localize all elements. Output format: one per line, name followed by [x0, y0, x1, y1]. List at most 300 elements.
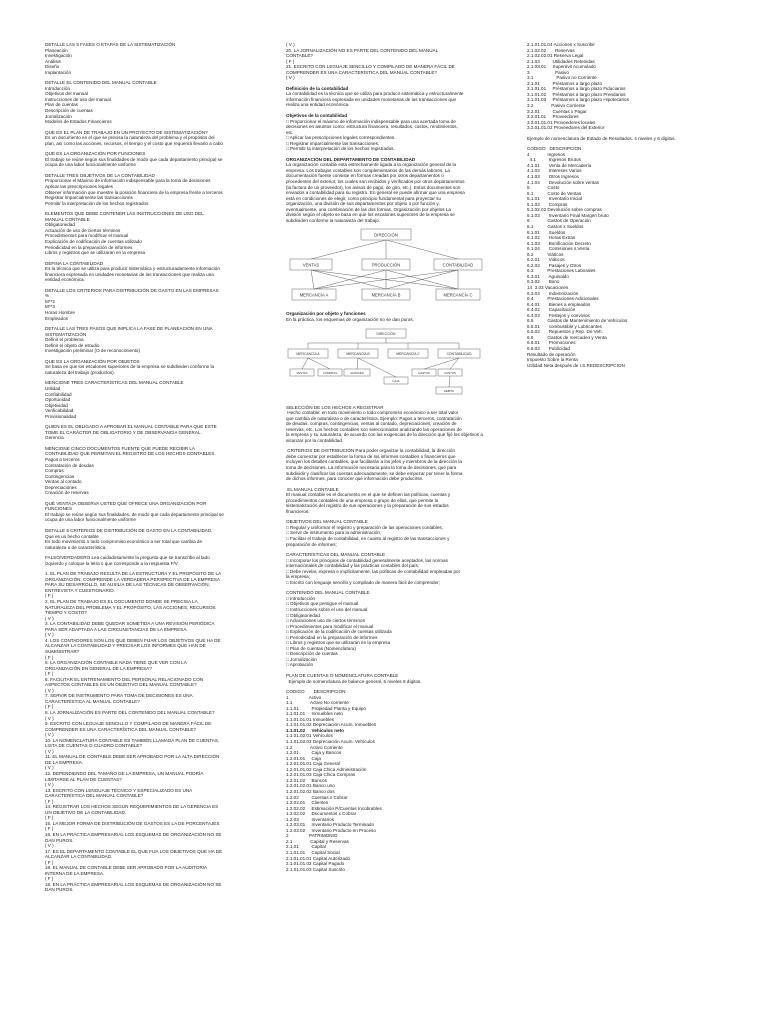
text-line: 3.1.01.01 Préstamos a largo plazo Fiduciarios	[527, 86, 626, 92]
org-chart-functions	[286, 227, 508, 305]
text-line: ( V )	[45, 765, 54, 771]
text-line: ( V )	[45, 732, 54, 738]
text-line: DEFINA LA CONTABILIDAD	[45, 260, 104, 266]
text-line: PLAN DE CUENTAS O NOMENCLATURA CONTABLE	[286, 673, 399, 679]
text-line: 1.1.01.01.01 Inmuebles	[286, 716, 335, 722]
text-line: El trabajo se reúne según sus finalidades de modo que cada departamento principal se	[45, 156, 223, 162]
chart2-small-label: ALMACÉN	[350, 370, 364, 375]
text-line: 1.2 Activo Corriente	[286, 744, 343, 750]
text-line: CONTABLE?	[286, 53, 313, 59]
chart1-mid-label: CONTABILIDAD	[442, 262, 474, 268]
text-line: Oportunidad	[45, 397, 71, 403]
text-line: 6. FACILITAR EL ENTRENAMIENTO DEL PERSONAL RELACIONADO CON	[45, 676, 204, 682]
text-line: QUE ES LA ORGANIZACIÓN POR FUNCIONES	[45, 151, 146, 157]
text-line: DETALLE LAS TRES PASOS QUE IMPLICA LA FASE DE PLANEACIÓN EN UNA	[45, 326, 213, 332]
text-line: Proporcionar el Máximo de información indispensable para la toma de decisiones	[45, 178, 211, 184]
text-line: □ Aplicar las prescripciones legales correspondientes.	[286, 135, 396, 141]
text-line: 4.1.02 Intereses Varios	[527, 168, 582, 174]
text-line: Verificabilidad	[45, 408, 74, 414]
org-chart-functions-svg	[286, 227, 486, 305]
text-line: Ejemplo de nomenclatura de Estado de Resultados. 4 niveles y 6 dígitos.	[527, 135, 676, 141]
column-right	[527, 42, 727, 368]
text-line: 1.2.01.02 Bancos	[286, 777, 327, 783]
text-line: 1.1 Activo No corriente	[286, 700, 349, 706]
text-line: DETALLE 5 CRITERIOS DE DISTRIBUCIÓN DE GASTO EN LA CONTABILIDAD.	[45, 528, 213, 534]
text-line: Es todo movimiento o todo compromiso económico a ser total que cambia de	[45, 539, 203, 545]
text-line: 6.2 Viáticos	[527, 251, 564, 257]
text-line: 2.1.01.01 Capital Social	[286, 849, 340, 855]
text-line: alcanzar por la contabilidad.	[286, 437, 344, 443]
text-line: □ Facilitar el trabajo de contabilidad, en cuanto al registro de las transacciones y	[286, 535, 450, 541]
text-line: 2.1.01.01.04 Acciones x Suscribir	[527, 42, 595, 47]
text-line: Ventas al contado	[45, 479, 82, 485]
text-line: 6.3 Prestaciones Laborales	[527, 268, 596, 274]
text-line: 15. LA MEJOR FORMA DE DISTRIBUCIÓN DE GASTOS ES LA DE PORCENTAJES	[45, 820, 220, 826]
text-line: 5.1.03 Inventario Final Margen bruto	[527, 212, 609, 218]
text-line: ( V )	[286, 42, 295, 47]
text-line: ( V )	[45, 843, 54, 849]
text-line: 6.6.01 Promociones	[527, 340, 576, 346]
text-line: SELECCIÓN DE LOS HECHOS A REGISTRAR	[286, 404, 384, 410]
text-line: □ Regular y uniformar el registro y preparación de las operaciones contables;	[286, 524, 444, 530]
text-line: DAN PUROS.	[45, 837, 74, 843]
text-line: Instrucciones de uso del manual	[45, 96, 111, 102]
text-line: 6.4.01 Bienes a empleados	[527, 301, 591, 307]
text-line: 2.1.01.01.01 Capital Autorizado	[286, 855, 351, 861]
text-line: 6.4.03 Festejos y convivios	[527, 312, 590, 318]
text-line: Planeación	[45, 47, 68, 53]
text-line: NATURALEZA DEL PROBLEMA Y EL PROPÓSITO, LAS ACCIONES, RECURSOS	[45, 604, 216, 610]
text-line: ocupa de una labor funcionalmente uniforme	[45, 517, 136, 523]
text-line: ( F )	[45, 704, 54, 710]
text-line: Procedimientos para modificar el manual	[45, 233, 129, 239]
text-line: ocupa de una labor funcionalmente uniforme	[45, 162, 136, 168]
text-line: 4.1.04 Devolución sobre ventas	[527, 179, 600, 185]
text-line: división según el objeto se basa en que los escalones superiores de la empresa se	[286, 212, 455, 218]
text-line: TOME EL CARÁCTER DE OBLIGATORIO Y DE OBSERVANCIA GENERAL.	[45, 429, 202, 435]
text-line: 5. LA ORGANIZACIÓN CONTABLE NADA TIENE QUE VER CON LA	[45, 660, 187, 666]
text-line: ASPECTOS CONTABLES ES UN OBJETIVO DEL MANUAL CONTABLE?	[45, 682, 197, 688]
text-line: UN OBJETIVO DE LA CONTABILIDAD.	[45, 809, 127, 815]
text-line: DE LA EMPRESA.	[45, 759, 84, 765]
text-line: subdividir y clasificar las cuentas adecuadamente, se debe empezar por tener la forma	[286, 470, 463, 476]
text-line: izquierdo y coloque la letra o que corresponde a la respuesta F/V	[45, 560, 178, 566]
text-line: 6.1.03 Bonificación Decreto	[527, 240, 591, 246]
text-line: financiera expresada en unidades monetarias de las transacciones que realiza una	[45, 271, 214, 277]
text-line: PARA SER ADAPTADA A LAS CIRCUNSTANCIAS DE LA EMPRESA.	[45, 626, 188, 632]
chart2-small-label: DEBITO	[443, 388, 455, 393]
text-line: 5 Costo	[527, 185, 560, 191]
text-line: LISTA DE CUENTAS O CUADRO CONTABLE?	[45, 743, 142, 749]
text-line: CRITERIOS DE DISTRIBUCIÓN Para poder organizar la contabilidad, la dirección	[286, 448, 456, 454]
text-line: □ Libros y registros que se utilizarán en la empresa	[286, 640, 391, 646]
text-line: CARACTERÍSTICA DEL MANUAL CONTABLE?	[45, 793, 144, 799]
text-line: DETALLE EL CONTENIDO DEL MANUAL CONTABLE	[45, 80, 157, 86]
text-line: 6.4.02 Capacitación	[527, 307, 576, 313]
text-line: 3.2.01 Cuentas x Pagar	[527, 108, 587, 114]
text-line: 2. EL PLAN DE TRABAJO ES EL DOCUMENTO DONDE SE PRECISA LA	[45, 599, 198, 605]
text-line: □ Instrucciones sobre el uso del manual	[286, 607, 368, 612]
text-line: ALCANZAR LA CONTABILIDAD.	[45, 854, 113, 860]
text-line: EL MANUAL CONTABLE	[286, 486, 339, 492]
text-line: □ Aclaraciones uso de ciertos términos	[286, 618, 365, 624]
text-line: 2.1 Capital y Reservas	[286, 838, 349, 844]
text-line: subdividen conforme la naturaleza del trabajo.	[286, 217, 380, 223]
text-line: 2.1.02.02 Reservas	[527, 47, 575, 53]
text-line: □ Explicación de la codificación de cuentas utilizada	[286, 629, 392, 635]
text-line: 1.2.01.02.02 Banco dos	[286, 788, 335, 794]
chart1-mid-label: VENTAS	[302, 262, 320, 268]
text-line: 6.5 Gastos de Mantenimiento de Vehículos	[527, 318, 628, 324]
text-line: Objetivos del manual	[45, 91, 88, 97]
text-line: 6.1.02 Horas Extras	[527, 235, 576, 241]
text-line: 1.1.01.01.02 Depreciación Acum. Inmuebles	[286, 722, 377, 728]
text-line: realiza una entidad económica.	[286, 102, 350, 108]
text-line: Resultado de operación	[527, 351, 576, 357]
text-line: MENCIONE CINCO DOCUMENTOS FUENTE QUE PUEDE RECIBIR LA	[45, 445, 195, 451]
text-line: Permitir la interpretación de los hechos registrados	[45, 200, 149, 206]
text-line: La organización contable está estrechamente ligada a la organización general de la	[286, 162, 457, 168]
text-line: 6.3.04 Indemnización	[527, 290, 579, 296]
text-line: preparación de informes;	[286, 541, 337, 547]
text-line: ( F )	[45, 876, 54, 882]
text-line: 14 3.03 Vacaciones	[527, 284, 569, 290]
text-line: CARACTERÍSTICA AL MANUAL CONTABLE?	[45, 698, 140, 704]
text-line: procedimientos contables de una empresa o grupo de ellas, que permite la	[286, 497, 439, 503]
text-line: decisiones en asuntos como: estructura financiera, resultados, costos, rendimientos,	[286, 124, 458, 130]
text-line: ( V )	[45, 748, 54, 754]
text-line: 4.1.01 Venta de Mercadería	[527, 162, 592, 168]
text-line: 18. EL MANUAL DE CONTABLE DEBE SER APROBADO POR LA AUDITORIA	[45, 865, 208, 871]
text-line: DAN PUROS.	[45, 887, 74, 893]
text-line: naturaleza o de característica.	[45, 544, 107, 550]
text-line: 3.1.01 Préstamos a largo plazo	[527, 80, 603, 86]
text-line: Periodicidad en la preparación de informes	[45, 244, 133, 250]
text-line: QUIEN ES EL OBLIGADO A APROBAR EL MANUAL CONTABLE PARA QUE ESTE	[45, 424, 217, 430]
text-line: ( V )	[45, 687, 54, 693]
text-line: CODIGO DESCRIPCION	[286, 689, 346, 695]
text-line: 12. DEPENDIENDO DEL TAMAÑO DE LA EMPRESA, UN MANUAL PODRÍA	[45, 770, 204, 776]
text-line: 3.1.01.03 Préstamos a largo plazo Hipotecarios	[527, 97, 629, 103]
text-line: COMPRENDER ES UNA CARACTERÍSTICA DEL MANUAL CONTABLE?	[286, 69, 437, 75]
text-line: 11. EL MANUAL DE CONTABLE DEBE SER APROBADO POR LA ALTA DIRECCIÓN	[45, 754, 220, 760]
text-line: Provisionalidad	[45, 413, 77, 419]
text-line: que cambia de naturaleza o de característica. Ejemplo: Pagos a terceros, contratación	[286, 415, 462, 421]
text-line: 1.1.01.02.01 Vehículos	[286, 733, 333, 739]
chart2-small-label: GASTOS	[418, 370, 430, 375]
text-line: Aplicar las prescripciones legales	[45, 184, 113, 190]
text-line: 3.2 Pasivo Corriente	[527, 103, 586, 109]
text-line: ( F )	[45, 593, 54, 599]
text-line: ORGANIZACIÓN, COMPRENDE LA VERDADERA PERSPECTIVA DE LA EMPRESA	[45, 576, 221, 582]
text-line: de dichos informes, para conocer qué información debe producirse.	[286, 476, 424, 482]
column-left	[45, 42, 267, 893]
text-line: Obligatoriedad	[45, 222, 75, 228]
text-line: está en condiciones de elegir, como principio fundamental para proyectar su	[286, 195, 442, 201]
text-line: ( V )	[45, 782, 54, 788]
text-line: □ Procedimientos para modificar el manual	[286, 623, 374, 629]
text-line: □ Introducción	[286, 595, 316, 601]
text-line: 2.1.02.02.01 Reserva Legal	[527, 53, 584, 59]
text-line: □ Periodicidad en la preparación de informes	[286, 634, 378, 640]
text-line: 2 PATRIMONIO	[286, 833, 338, 839]
text-line: ELEMENTOS QUE DEBE CONTENER LAS INSTRUCCIONES DE USO DEL	[45, 211, 204, 217]
text-line: En la práctica, los esquemas de organización no se dan puros.	[286, 316, 414, 322]
text-line: Implantación	[45, 69, 72, 75]
text-line: 6.4 Prestaciones Adicionales	[527, 296, 599, 302]
text-line: QUE ES EL PLAN DE TRABAJO EN UN PROYECTO DE SISTEMATIZACIÓN?	[45, 129, 208, 135]
text-line: Descripción de cuentas	[45, 108, 93, 114]
text-line: Ejemplo de nomenclatura de balance general, 5 niveles 8 dígitos.	[286, 678, 422, 684]
text-line: ( F )	[286, 58, 295, 64]
text-line: procedentes del exterior, los cuales son recibidos y verificados por otros departamentos	[286, 179, 465, 185]
text-line: Es un documento en el que se precisa la naturaleza del problema y el propósito del	[45, 135, 215, 141]
text-line: 1.2.01.02.01 Banco uno	[286, 783, 335, 789]
text-line: 8. LA JORNALIZACIÓN ES PARTE DEL CONTENIDO DEL MANUAL CONTABLE?	[45, 709, 215, 715]
text-line: MENCIONE TRES CARACTERÍSTICAS DEL MANUAL CONTABLE	[45, 380, 184, 386]
text-line: 5.1 Costo de Ventas	[527, 190, 582, 196]
text-line: El manual contable es el documento en el que se definen las políticas, cuentas y	[286, 492, 451, 498]
text-line: organización, una división de sus departamentos por objeto o por función y,	[286, 201, 440, 207]
text-line: Confiabilidad	[45, 391, 72, 397]
text-line: CODIGO DESCRIPCION	[527, 146, 582, 152]
text-line: 10. LA NOMENCLATURA CONTABLE ES TAMBIÉN LLAMADA PLAN DE CUENTAS,	[45, 737, 220, 743]
text-line: Gerencia	[45, 435, 64, 441]
text-line: QUÉ VENTAJA OBSERVA USTED QUE OFRECE UNA ORGANIZACIÓN POR	[45, 500, 207, 506]
text-line: 1.1.01.01 Inmuebles neto	[286, 711, 343, 717]
chart2-top-label: DIRECCIÓN	[376, 331, 396, 336]
text-line: 6.2.01 Viáticos	[527, 257, 565, 263]
chart2-mid-label: MERCANCÍA A	[296, 351, 320, 356]
text-line: 4.1.03 Otros Ingresos	[527, 174, 579, 180]
text-line: 21. ESCRITO CON LEGUAJE SENCILLO Y COMPILADO DE MANERA FÁCIL DE	[286, 64, 455, 70]
text-line: plan, así como las acciones, recursos, el tiempo y el costo que requerirá llevarlo a cabo	[45, 140, 223, 146]
chart1-bottom-label: MERCANCÍA C	[443, 292, 473, 298]
text-line: CARACTERÍSTICAS DEL MANUAL CONTABLE	[286, 552, 386, 558]
text-line: □ Permitir la interpretación de los hechos registrados.	[286, 146, 395, 152]
text-line: □ Plan de cuentas (Nomenclatura)	[286, 645, 356, 651]
text-line: 16. EN LA PRÁCTICA EMPRESARIAL LOS ESQUEMAS DE ORGANIZACIÓN NO SE	[45, 832, 222, 837]
text-line: ENTREVISTA Y CUESTIONARIO.	[45, 587, 115, 593]
column-middle-top-text	[286, 42, 508, 223]
text-line: 2.1.01.01.02 Capital Pagado	[286, 861, 345, 867]
text-line: CONTABILIDAD QUE PERMITAN EL REGISTRO DE LOS HECHOS CONTABLES.	[45, 451, 216, 457]
text-line: MANUAL CONTABLE	[45, 216, 90, 222]
text-line: Que es un hecho contable	[45, 533, 99, 539]
text-line: 1. EL PLAN DE TRABAJO RESULTA DE LA ESTRUCTURA Y EL PROPÓSITO DE LA	[45, 571, 222, 577]
text-line: 1.2.02.02 Documentos x Cobrar	[286, 811, 357, 817]
text-line: 6.1 Gastos x Sueldos	[527, 223, 584, 229]
text-line: M**3	[45, 304, 55, 310]
text-line: 1.2.01 Caja y Bancos	[286, 750, 342, 756]
text-line: Utilidad	[45, 385, 61, 391]
text-line: 2.1.01 Capital	[286, 844, 326, 850]
column-middle-caption	[286, 311, 508, 322]
text-line: OBJETIVOS DEL MANUAL CONTABLE	[286, 519, 368, 525]
text-line: información financiera expresada en unidades monetarias de las transacciones que	[286, 96, 457, 102]
text-line: ALCANZAR LA CONTABILIDAD Y PRECISAR LOS INFORMES QUE HAN DE	[45, 643, 206, 649]
text-line: PARA SU DESARROLLO, SE AUXILIA DE LAS TÉCNICAS DE OBSERVACIÓN,	[45, 582, 210, 588]
text-line: 3.2.01.01.01 Proveedores locales	[527, 119, 596, 125]
text-line: Empleados	[45, 315, 68, 321]
text-line: TIEMPO Y COSTO?	[45, 610, 87, 616]
text-line: debe comenzar por establecer la forma de los informes contables o financieros que	[286, 453, 456, 459]
text-line: ( F )	[45, 859, 54, 865]
text-line: □ Incorporar los principios de contabilidad generalmente aceptados, las normas	[286, 557, 448, 563]
text-line: COMPRENDER ES UNA CARACTERÍSTICA DEL MANUAL CONTABLE?	[45, 726, 196, 732]
text-line: □ Registrar imparcialmente las transacciones.	[286, 140, 380, 146]
text-line: 1.2.01.01.01 Caja General	[286, 761, 340, 767]
text-line: 6.3.01 Aguinaldo	[527, 273, 569, 279]
text-line: documentación fuente consiste en formas creadas por otros departamentos o	[286, 173, 444, 179]
text-line: eventualmente, una combinación de las dos formas. Organización por objetos La	[286, 206, 451, 212]
text-line: 1.2.01.01 Caja	[286, 755, 321, 761]
text-line: Creación de reservas	[45, 490, 89, 496]
text-line: 1.1.01.02 Vehículos neto	[286, 727, 344, 733]
org-chart-mixed	[286, 327, 508, 399]
text-line: Investigación	[45, 53, 72, 59]
text-line: □ Objetivos que persigue el manual	[286, 601, 359, 607]
text-line: 4. LOS CONTADORES SON LOS QUE DEBEN FIJAR LOS OBJETIVOS QUE HA DE	[45, 637, 221, 643]
text-line: 4.1 Ingresos Brutos	[527, 157, 581, 163]
text-line: 1.2.02.01 Clientes	[286, 800, 329, 806]
text-line: ( F )	[45, 654, 54, 660]
text-line: Pagos a terceros	[45, 457, 80, 462]
text-line: 1.2.03.02 Inventario Producto en Proceso	[286, 827, 376, 833]
text-line: toma de decisiones. La información necesaria para la toma de decisiones, que para	[286, 464, 457, 470]
column-middle-bottom-text	[286, 405, 508, 873]
text-line: Contratación de deudas	[45, 462, 94, 468]
text-line: Plan de cuentas	[45, 102, 78, 108]
text-line: 5.1.02 Compras	[527, 201, 568, 207]
text-line: naturaleza del trabajo (productos).	[45, 369, 115, 375]
text-line: 17. ES EL DEPARTAMENTO CONTABLE EL QUE FIJA LOS OBJETIVOS QUE HA DE	[45, 848, 223, 854]
text-line: Libros y registros que se utilizaran en la empresa	[45, 250, 146, 256]
text-line: 20. LA JORNALIZACIÓN NO ES PARTE DEL CONTENIDO DEL MANUAL	[286, 47, 439, 53]
text-line: 3. LA CONTABILIDAD DEBE QUEDAR SOMETIDA A UNA REVISIÓN PERIÓDICA	[45, 621, 215, 627]
text-line: ( F )	[45, 826, 54, 832]
chart1-bottom-label: MERCANCÍA A	[299, 292, 329, 298]
chart2-small-label: COSTOS	[444, 370, 456, 375]
text-line: SUMINISTRAR?	[45, 648, 80, 654]
text-line: 19. EN LA PRÁCTICA EMPRESARIAL LOS ESQUEMAS DE ORGANIZACIÓN NO SE	[45, 881, 222, 887]
text-line: 1.2.03 Inventarios	[286, 816, 335, 822]
text-line: 5.1.02.02 Devolución sobre compras	[527, 207, 602, 213]
text-line: QUE ES LA ORGANIZACIÓN POR OBJETOS	[45, 358, 140, 364]
chart1-top-label: DIRECCIÓN	[374, 232, 398, 238]
text-line: reservas, etc. Los hechos contables son seleccionados analizando las operaciones de	[286, 426, 462, 432]
text-line: financieros.	[286, 508, 310, 514]
text-line: ORGANIZACIÓN DEL DEPARTAMENTO DE CONTABILIDAD	[286, 156, 416, 162]
text-line: 6.5.01 combustible y Lubricantes	[527, 323, 602, 329]
chart1-mid-label: PRODUCCIÓN	[371, 262, 401, 268]
text-line: 6.1.04 Comisiones s.Venta	[527, 246, 590, 252]
text-line: 3.1.01.02 Préstamos a largo plazo Prendarios	[527, 91, 626, 97]
text-line: 1.2.03.01 Inventario Producto Terminado	[286, 822, 375, 828]
text-line: 3.2.01.01 Proveedores	[527, 114, 579, 120]
text-line: ( V )	[45, 632, 54, 638]
text-line: Impuesto Sobre la Renta	[527, 357, 578, 363]
text-line: 1.1.01.02.02 Depreciación Acum. Vehículos	[286, 739, 375, 745]
text-line: ORGANIZACIÓN EN GENERAL DE LA EMPRESA?	[45, 665, 152, 671]
chart1-bottom-label: MERCANCÍA B	[371, 292, 401, 298]
text-line: □ Servir de instrumento para la administración;	[286, 530, 382, 536]
text-line: 4 Ingresos	[527, 151, 566, 157]
text-line: El trabajo se reúne según sus finalidades, de modo que cada departamento principal se	[45, 511, 224, 517]
text-line: ( V )	[45, 615, 54, 621]
text-line: empresa. Los trabajos contables son complementarios de las demás labores. La	[286, 167, 450, 173]
text-line: La contabilidad es la técnica que se utiliza para producir sistemática y estructuralmente	[286, 91, 464, 97]
text-line: Jornalización	[45, 113, 72, 119]
text-line: Objetivos de la contabilidad	[286, 113, 348, 119]
text-line: 6.6.02 Publicidad	[527, 345, 570, 351]
text-line: la empresa y su naturaleza, de acuerdo con las exigencias de la dirección que fijó los objetivos a	[286, 432, 483, 438]
text-line: Registrar imparcialmente las transacciones	[45, 195, 133, 201]
text-line: SISTEMATIZACIÓN	[45, 331, 87, 337]
text-line: Contingencias	[45, 473, 75, 479]
text-line: CONTENIDO DEL MANUAL CONTABLE	[286, 590, 370, 596]
text-line: 6.6 Gastos de mercadeo y Venta	[527, 334, 607, 340]
text-line: LIMITARSE AL PLAN DE CUENTAS?	[45, 776, 122, 782]
text-line: 9. ESCRITO CON LEGUAJE SENCILLO Y COMPILADO DE MANERA FÁCIL DE	[45, 721, 212, 727]
text-line: Introducción	[45, 85, 71, 91]
text-line: Horas Hombre	[45, 309, 75, 315]
text-line: □ Escrito con lenguaje sencillo y compilado de manera fácil de comprender;	[286, 579, 440, 585]
column-middle	[286, 42, 508, 872]
text-line: 2.1.03 Utilidades Retenidas	[527, 58, 595, 64]
text-line: 3.1 Pasivo no Corriente	[527, 75, 597, 81]
text-line: (la factura de un proveedor), los avisos de pago, de giro, etc.). Estos documentos son	[286, 184, 461, 190]
text-line: Utilidad Neta después de I.S.REDESCRIPCION	[527, 362, 625, 368]
text-line: 2.1.03.01 Superávit Acumulado	[527, 64, 596, 70]
text-line: %	[45, 293, 50, 299]
text-line: Explicación de codificación de cuentas utilizado	[45, 238, 142, 244]
text-line: □ Descripción de cuentas	[286, 651, 338, 657]
text-line: Diseño	[45, 64, 60, 70]
text-line: ( V )	[45, 715, 54, 721]
text-line: 1.2.02.02 Estimación P/Cuentas Incobrables	[286, 805, 382, 811]
text-line: ( V )	[286, 75, 295, 81]
text-line: DETALLE LAS 5 FASES O ETAPAS DE LA SISTEMATIZACIÓN	[45, 42, 176, 47]
text-line: 1.2.01.01.02 Caja Chica Administración	[286, 766, 367, 772]
text-line: □ Obligatoriedad	[286, 612, 320, 618]
text-line: Definir el objeto de estudio	[45, 342, 100, 348]
text-line: FUNCIONES	[45, 506, 73, 512]
text-line: 2.1.01.01.03 Capital Suscrito	[286, 866, 345, 872]
text-line: 3 Pasivo	[527, 69, 569, 75]
text-line: 6.1.01 Sueldos	[527, 229, 566, 235]
text-line: 6.2.02 Pasajes y Otros	[527, 262, 582, 268]
text-line: □ Proporcionar el máximo de información indispensable para una acertada toma de	[286, 118, 456, 124]
text-line: FALSO/VERDADERO Lea cuidadosamente la pregunta que se transcribe al lado	[45, 555, 210, 561]
text-line: Obtener información que muestre la posición financiera de la empresa frente a terceros	[45, 189, 223, 195]
text-line: 6.3.02 Bono	[527, 279, 560, 285]
text-line: INTERNA DE LA EMPRESA.	[45, 870, 105, 876]
text-line: Se basa en que los escalones superiores de la empresa se subdividen conforme la	[45, 364, 215, 370]
text-line: Compras	[45, 468, 64, 474]
text-line: 1.2.02 Cuentas x Cobrar	[286, 794, 348, 800]
text-line: □ Aprobación	[286, 662, 314, 668]
text-line: DETALLE TRES OBJETIVOS DE LA CONTABILIDAD	[45, 172, 155, 178]
text-line: etc.	[286, 129, 294, 135]
chart2-small-label: COMPRAS	[322, 370, 338, 375]
text-line: ( F )	[45, 798, 54, 804]
text-line: Es la técnica que se utiliza para producir sistemática y estructuradamente información	[45, 266, 220, 272]
text-line: 1 Activo	[286, 694, 322, 700]
text-line: □ Jornalización	[286, 656, 317, 662]
text-line: 1.1.01 Propiedad Planta y Equipo	[286, 705, 366, 711]
text-line: DETALLE LOS CRITERIOS PARA DISTRIBUCIÓN DE GASTO EN LAS EMPRESAS	[45, 287, 219, 293]
